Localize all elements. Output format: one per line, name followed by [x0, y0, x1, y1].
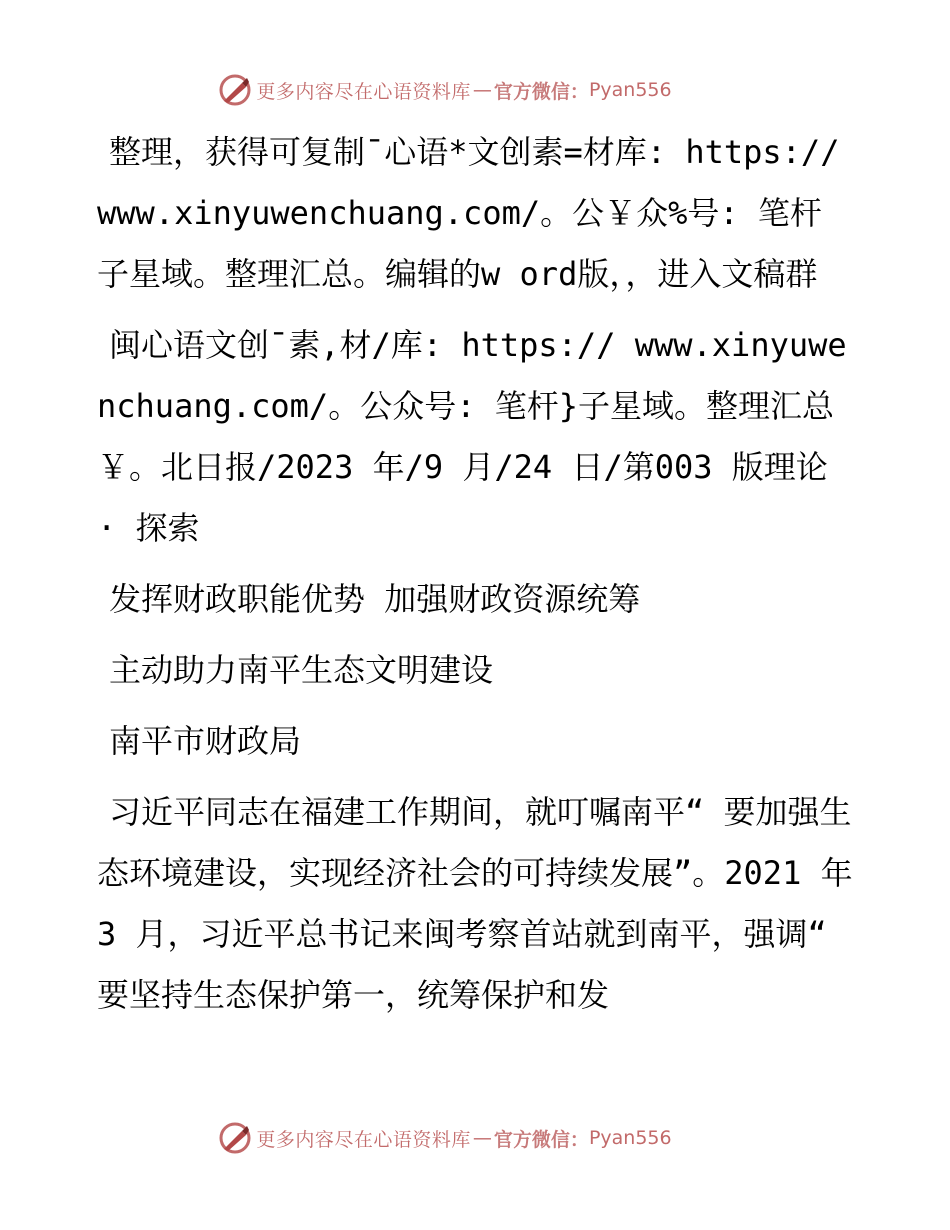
paragraph-source-note: 整理，获得可复制¯心语*文创素=材库: https://www.xinyuwenchuang.com/。公￥众%号: 笔杆子星域。整理汇总。编辑的w ord版，，进入文稿群 [97, 133, 840, 293]
watermark-label: 官方微信： [493, 1128, 589, 1151]
footer-watermark [0, 1118, 950, 1158]
article-subtitle: 主动助力南平生态文明建设 [109, 651, 494, 689]
watermark-separator: — [472, 79, 492, 101]
watermark-text: 更多内容尽在心语资料库 [256, 80, 471, 103]
watermark-separator: — [472, 1127, 492, 1149]
paragraph-body: 习近平同志在福建工作期间，就叮嘱南平“ 要加强生态环境建设，实现经济社会的可持续发展”。2021 年 3 月，习近平总书记来闽考察首站就到南平，强调“ 要坚持生态保护第一，统筹保护和发 [97, 793, 853, 1014]
watermark-id: Pyan556 [588, 1127, 672, 1149]
article-author: 南平市财政局 [109, 722, 302, 760]
paragraph-publication-info: 闽心语文创¯素,材/库: https:// www.xinyuwenchuang.com/。公众号: 笔杆}子星域。整理汇总￥。北日报/2023 年/9 月/24 日/第003 版理论 · 探索 [97, 326, 847, 547]
watermark-label: 官方微信： [493, 80, 589, 103]
watermark-text: 更多内容尽在心语资料库 [256, 1128, 471, 1151]
pen-logo-icon [218, 73, 252, 107]
watermark-id: Pyan556 [588, 79, 672, 101]
article-title: 发挥财政职能优势 加强财政资源统筹 [109, 580, 641, 618]
pen-logo-icon [218, 1121, 252, 1155]
document-body [97, 122, 853, 1026]
header-watermark [0, 70, 950, 110]
